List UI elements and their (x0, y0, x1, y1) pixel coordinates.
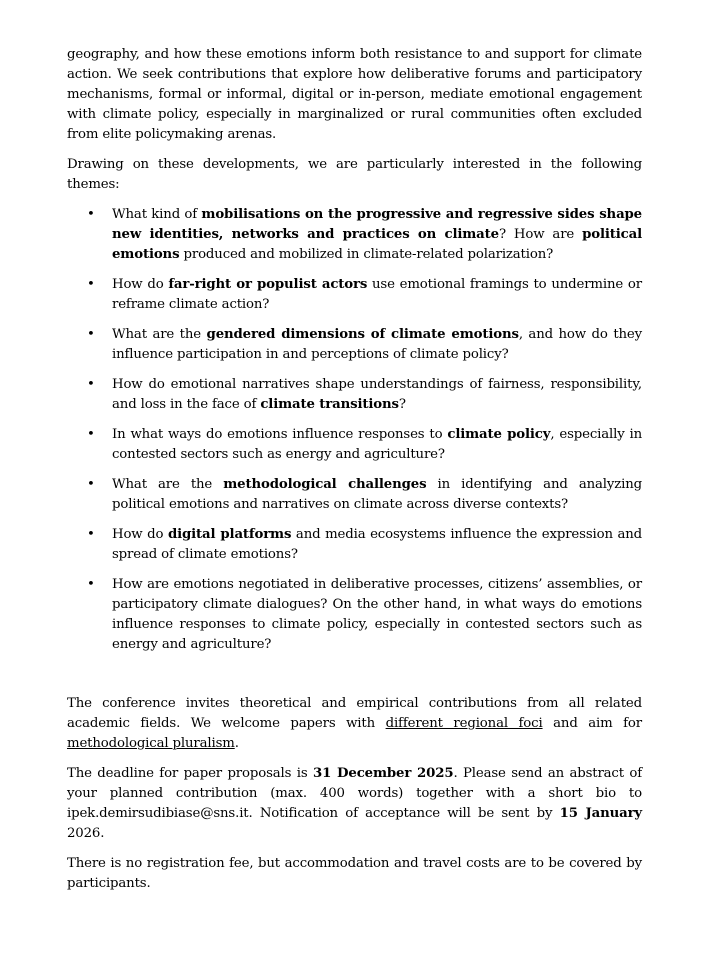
theme-item (67, 425, 642, 465)
intro-paragraph: geography, and how these emotions inform both resistance to and support for climate action. We seek contributions that explore how deliberative forums and participatory mechanisms, formal or informal, digital or in-person, mediate emotional engagement with climate policy, especially in marginalized or rural communities often excluded from elite policymaking arenas. (67, 47, 642, 142)
bold-text: climate policy (447, 427, 551, 442)
bold-text: far-right or populist actors (168, 277, 368, 292)
spacer (67, 665, 642, 694)
theme-text: How do far-right or populist actors use emotional framings to undermine or reframe climate action? (112, 277, 642, 312)
bullet-icon: • (87, 207, 95, 222)
theme-item (67, 375, 642, 415)
bullet-icon: • (87, 377, 95, 392)
theme-text: How do emotional narratives shape understandings of fairness, responsibility, and loss in the face of climate transitions? (112, 377, 642, 412)
bullet-icon: • (87, 577, 95, 592)
theme-item (67, 275, 642, 315)
theme-text: What kind of mobilisations on the progressive and regressive sides shape new identities, networks and practices on climate? How are political emotions produced and mobilized in climate-related polarization? (112, 207, 642, 262)
bold-text: climate transitions (260, 397, 399, 412)
theme-text: How do digital platforms and media ecosystems influence the expression and spread of climate emotions? (112, 527, 643, 562)
bullet-icon: • (87, 327, 95, 342)
theme-text: How are emotions negotiated in deliberative processes, citizens’ assemblies, or participatory climate dialogues? On the other hand, in what ways do emotions influence responses to climate policy, especially in contested sectors such as energy and agriculture? (112, 577, 642, 652)
contributions-paragraph: The conference invites theoretical and empirical contributions from all related academic fields. We welcome papers with different regional foci and aim for methodological pluralism. (67, 696, 642, 751)
theme-item (67, 575, 642, 655)
document-page (67, 45, 642, 904)
bullet-icon: • (87, 477, 95, 492)
theme-item (67, 205, 642, 265)
bold-text: methodological challenges (223, 477, 427, 492)
bullet-icon: • (87, 277, 95, 292)
theme-item (67, 475, 642, 515)
theme-text: What are the methodological challenges in identifying and analyzing political emotions and narratives on climate across diverse contexts? (112, 477, 642, 512)
bold-text: mobilisations on the progressive and regressive sides shape new identities, networks and practices on climate (112, 207, 642, 242)
fee-paragraph: There is no registration fee, but accommodation and travel costs are to be covered by participants. (67, 856, 642, 891)
theme-text: In what ways do emotions influence responses to climate policy, especially in contested sectors such as energy and agriculture? (112, 427, 643, 462)
bold-text: digital platforms (167, 527, 292, 542)
bullet-icon: • (87, 527, 95, 542)
themes-intro: Drawing on these developments, we are particularly interested in the following themes: (67, 157, 642, 192)
bullet-icon: • (87, 427, 95, 442)
bold-text: gendered dimensions of climate emotions (206, 327, 519, 342)
bold-text: political emotions (112, 227, 642, 262)
theme-item (67, 325, 642, 365)
themes-list (67, 205, 642, 655)
theme-text: What are the gendered dimensions of climate emotions, and how do they influence participation in and perceptions of climate policy? (112, 327, 643, 362)
bold-text: 15 January (559, 806, 642, 821)
deadline-paragraph: The deadline for paper proposals is 31 December 2025. Please send an abstract of your planned contribution (max. 400 words) together with a short bio to ipek.demirsudibiase@sns.it. Notification of acceptance will be sent by 15 January 2026. (67, 766, 642, 841)
bold-text: 31 December 2025 (312, 766, 454, 781)
theme-item (67, 525, 642, 565)
underlined-text: different regional foci (385, 716, 543, 731)
underlined-text: methodological pluralism (67, 736, 235, 751)
